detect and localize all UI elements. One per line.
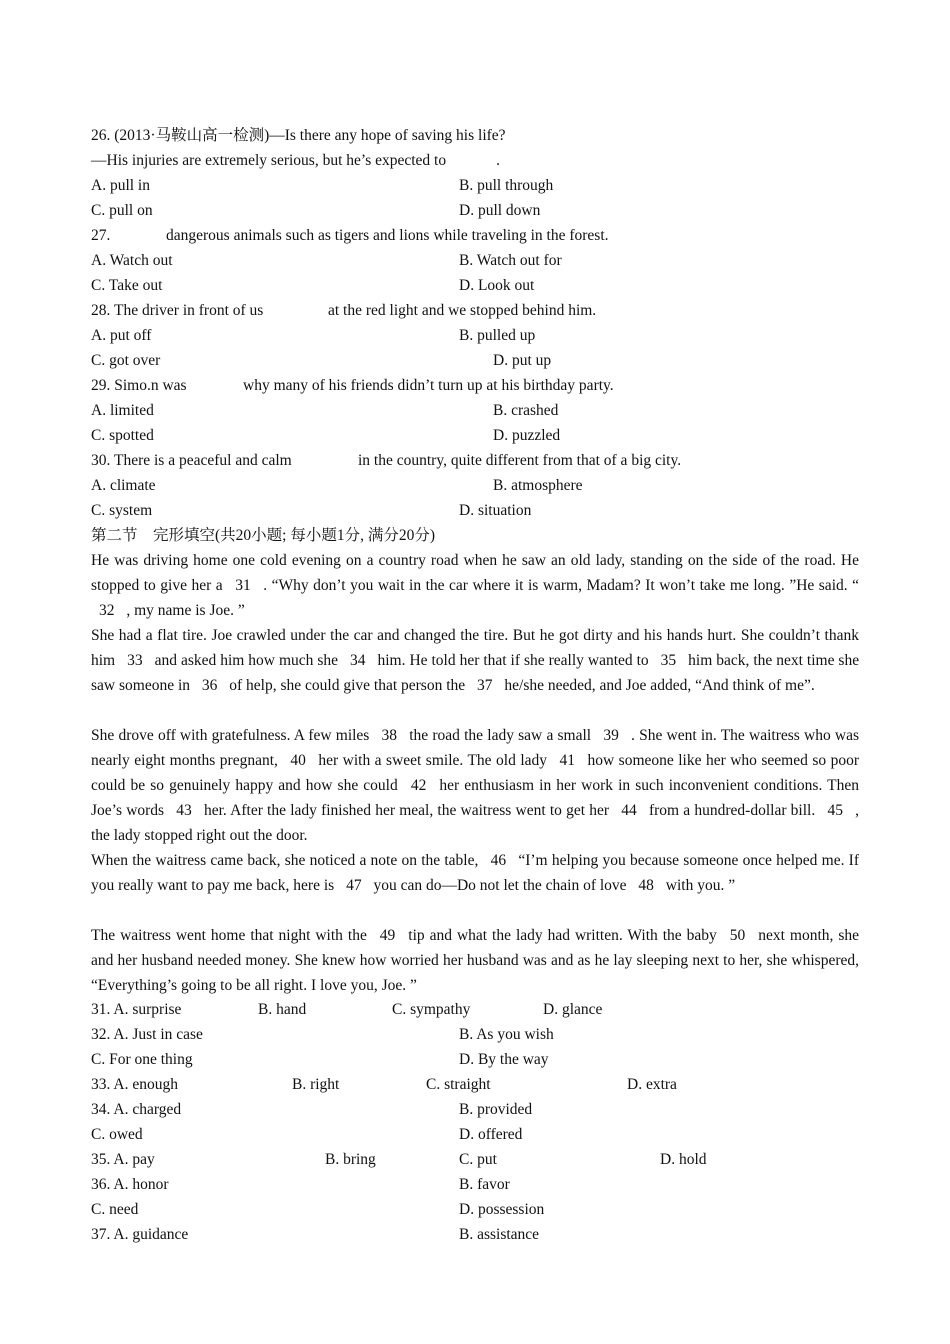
q35-option-a: 35. A. pay [91,1151,155,1168]
q28-stem: 28. The driver in front of us [91,302,264,319]
q34-option-d: D. offered [459,1126,523,1143]
q33-option-c: C. straight [426,1076,491,1093]
q34-option-a: 34. A. charged [91,1101,182,1118]
q28-option-a: A. put off [91,327,152,344]
passage-text: She drove off with gratefulness. A few miles [91,727,370,744]
passage-text: . She went in. The waitress who was nearly eight months pregnant, [91,727,859,769]
q30-option-d: D. situation [459,502,532,519]
passage-paragraph-1 [91,548,859,623]
passage-text: her. After the lady finished her meal, the waitress went to get her [204,802,610,819]
passage-text: When the waitress came back, she noticed a note on the table, [91,852,479,869]
passage-paragraph-5 [91,923,859,998]
passage-text: from a hundred-dollar bill. [648,802,816,819]
passage-text: you can do—Do not let the chain of love [373,877,627,894]
q31-option-a: 31. A. surprise [91,1001,182,1018]
blank-47: 47 [346,877,362,894]
passage-text: how someone like her who seemed so poor could be so genuinely happy and how she could [91,752,860,794]
q31-option-c: C. sympathy [392,1001,471,1018]
q30-option-c: C. system [91,502,153,519]
blank-44: 44 [621,802,637,819]
q32-option-b: B. As you wish [459,1026,554,1043]
q36-option-a: 36. A. honor [91,1176,169,1193]
blank-40: 40 [290,752,306,769]
q30-option-b: B. atmosphere [493,477,583,494]
passage-paragraph-3 [91,723,859,848]
q31-option-b: B. hand [258,1001,307,1018]
q33-option-b: B. right [292,1076,340,1093]
q33-option-d: D. extra [627,1076,677,1093]
passage-text: of help, she could give that person the [229,677,466,694]
q29-option-a: A. limited [91,402,154,419]
blank-50: 50 [729,927,746,944]
passage-text: , my name is Joe. ” [126,602,245,619]
q32-option-c: C. For one thing [91,1051,193,1068]
passage-text: . “Why don’t you wait in the car where it is warm, Madam? It won’t take me long. ”He said. “ [263,577,860,594]
q35-option-c: C. put [459,1151,497,1168]
blank-32: 32 [99,602,115,619]
q29-option-c: C. spotted [91,427,154,444]
q27-option-b: B. Watch out for [459,252,562,269]
q26-option-c: C. pull on [91,202,153,219]
q33-option-a: 33. A. enough [91,1076,178,1093]
blank-41: 41 [559,752,575,769]
passage-text: her enthusiasm in her work in such inconvenient conditions. Then Joe’s words [91,777,860,819]
passage-paragraph-2 [91,623,859,698]
q28-option-c: C. got over [91,352,161,369]
passage-text: tip and what the lady had written. With the baby [408,927,717,944]
q29-stem: 29. Simo.n was [91,377,187,394]
passage-text: She had a flat tire. Joe crawled under the car and changed the tire. But he got dirty and his hands hurt. She couldn’t thank him [91,627,859,669]
q27-stem-num: 27. [91,227,111,244]
q27-stem: dangerous animals such as tigers and lions while traveling in the forest. [166,227,609,244]
q27-option-d: D. Look out [459,277,535,294]
passage-text: “I’m helping you because someone once helped me. If you really want to pay me back, here is [91,852,860,894]
blank-43: 43 [176,802,192,819]
passage-text: him. He told her that if she really wanted to [377,652,649,669]
q28-option-d: D. put up [493,352,552,369]
q28-stem-cont: at the red light and we stopped behind him. [328,302,597,319]
q26-stem: 26. (2013·马鞍山高一检测)—Is there any hope of saving his life? [91,127,506,144]
blank-46: 46 [490,852,507,869]
q29-stem-cont: why many of his friends didn’t turn up at his birthday party. [243,377,614,394]
q32-option-a: 32. A. Just in case [91,1026,203,1043]
blank-45: 45 [827,802,843,819]
q26-option-b: B. pull through [459,177,554,194]
q29-option-b: B. crashed [493,402,559,419]
section-heading: 第二节 完形填空(共20小题; 每小题1分, 满分20分) [91,527,436,544]
q35-option-b: B. bring [325,1151,376,1168]
passage-text: and asked him how much she [154,652,339,669]
blank-31: 31 [235,577,251,594]
q36-option-d: D. possession [459,1201,545,1218]
blank-39: 39 [603,727,619,744]
q34-option-c: C. owed [91,1126,143,1143]
q37-option-b: B. assistance [459,1226,540,1243]
q31-option-d: D. glance [543,1001,603,1018]
passage-text: the road the lady saw a small [409,727,592,744]
passage-text: with you. ” [665,877,736,894]
q34-option-b: B. provided [459,1101,533,1118]
q30-stem-cont: in the country, quite different from that of a big city. [358,452,682,469]
blank-36: 36 [201,677,218,694]
q26-stem-text: —His injuries are extremely serious, but he’s expected to [91,152,447,169]
passage-text: next month, she and her husband needed money. She knew how worried her husband was and as he lay sleeping next to her, she whispered, “Everything’s going to be all right. I love you, Joe. ” [91,927,860,994]
q35-option-d: D. hold [660,1151,707,1168]
q29-option-d: D. puzzled [493,427,561,444]
passage-text: , the lady stopped right out the door. [91,802,860,844]
passage-text: her with a sweet smile. The old lady [318,752,548,769]
q37-option-a: 37. A. guidance [91,1226,189,1243]
blank-37: 37 [477,677,493,694]
blank-38: 38 [381,727,398,744]
q30-stem: 30. There is a peaceful and calm [91,452,292,469]
q32-option-d: D. By the way [459,1051,549,1068]
q26-stem-cont [91,148,500,173]
passage-text: He was driving home one cold evening on a country road when he saw an old lady, standing on the side of the road. He stopped to give her a [91,552,859,594]
passage-text: The waitress went home that night with the [91,927,367,944]
q28-option-b: B. pulled up [459,327,536,344]
q27-option-c: C. Take out [91,277,163,294]
q26-stem-end: . [496,152,500,169]
blank-48: 48 [638,877,654,894]
blank-35: 35 [660,652,677,669]
q36-option-b: B. favor [459,1176,510,1193]
q26-option-a: A. pull in [91,177,150,194]
q30-option-a: A. climate [91,477,156,494]
passage-paragraph-4 [91,848,859,898]
blank-42: 42 [410,777,427,794]
blank-34: 34 [350,652,366,669]
q26-option-d: D. pull down [459,202,541,219]
q27-option-a: A. Watch out [91,252,173,269]
passage-text: him back, the next time she saw someone in [91,652,860,694]
q36-option-c: C. need [91,1201,139,1218]
passage-text: he/she needed, and Joe added, “And think of me”. [504,677,815,694]
blank-33: 33 [127,652,143,669]
blank-49: 49 [379,927,396,944]
